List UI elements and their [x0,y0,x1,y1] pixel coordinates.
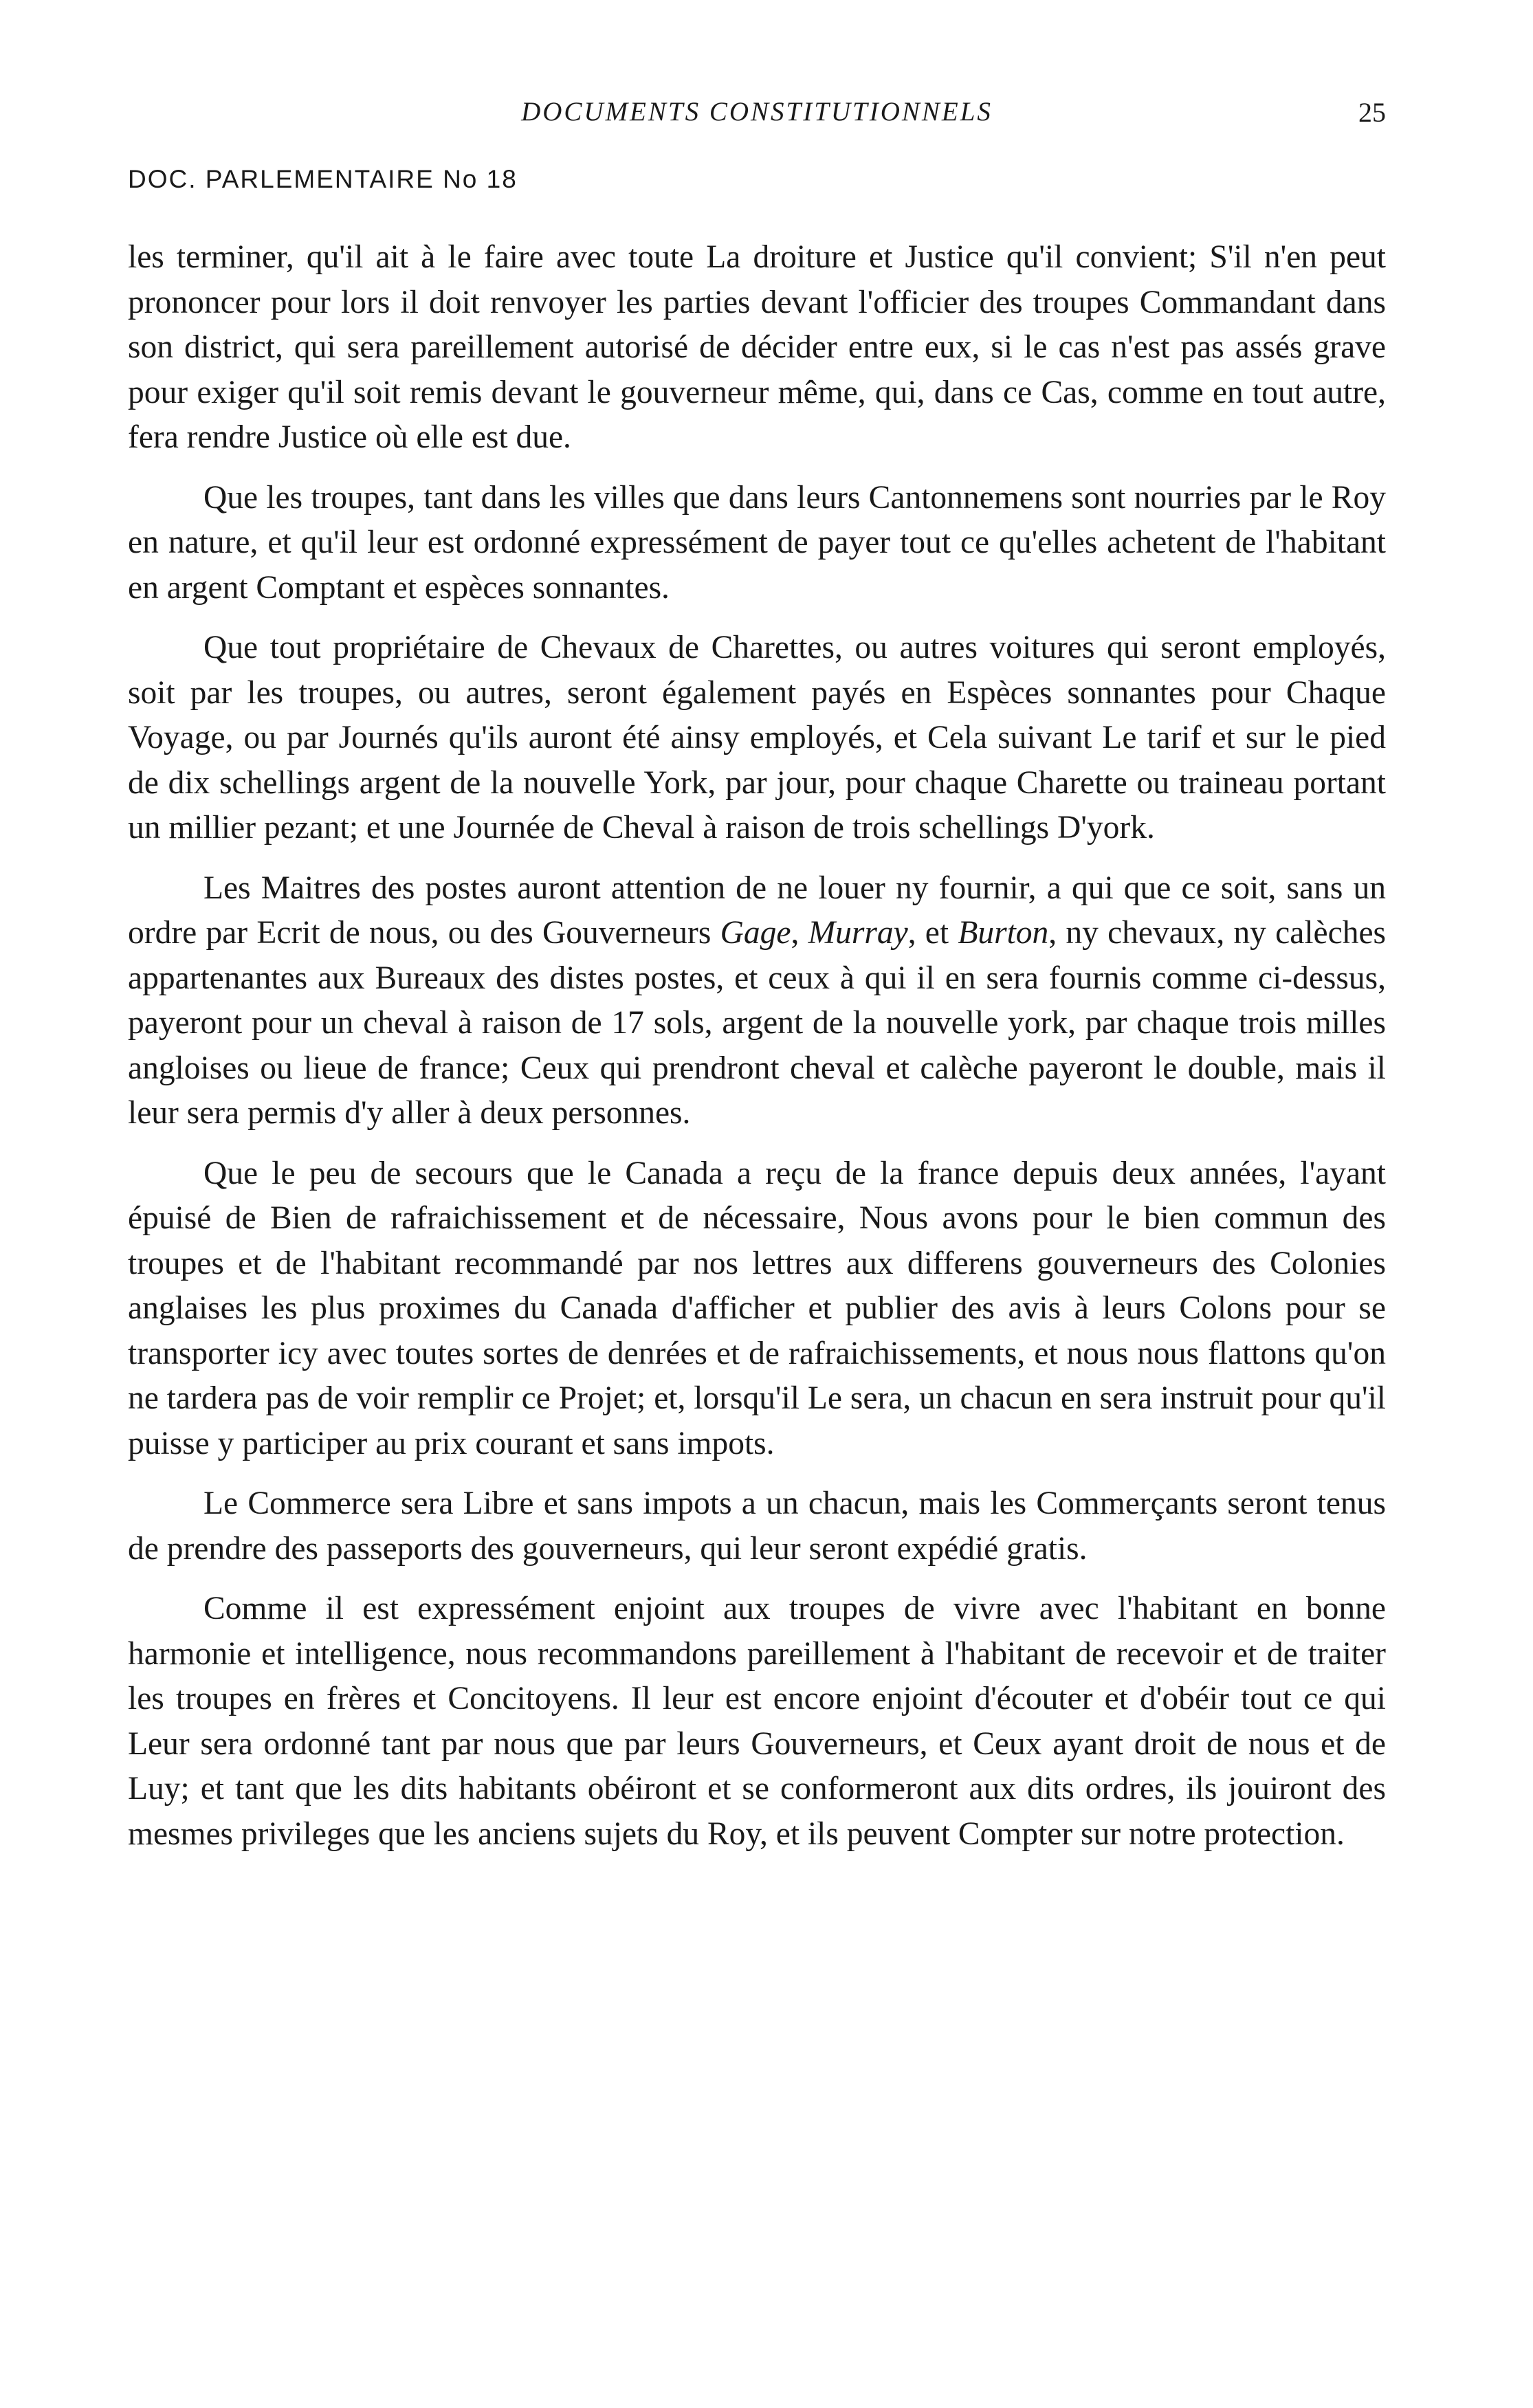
paragraph-harmonie: Comme il est expressément enjoint aux troupes de vivre avec l'habitant en bonne harmonie et intelligence, nous recommandons pareillement à l'habitant de recevoir et de traiter les troupes en frères et Concitoyens. Il leur est encore enjoint d'écouter et d'obéir tout ce qui Leur sera ordonné tant par nous que par leurs Gouverneurs, et Ceux ayant droit de nous et de Luy; et tant que les dits habitants obéiront et se conformeront aux dits ordres, ils jouiront des mesmes privileges que les anciens sujets du Roy, et ils peuvent Compter sur notre protection. [128,1591,1386,1852]
paragraph-chevaux: Que tout propriétaire de Chevaux de Charettes, ou autres voitures qui seront employés, soit par les troupes, ou autres, seront également payés en Espèces sonnantes pour Chaque Voyage, ou par Journés qu'ils auront été ainsy employés, et Cela suivant Le tarif et sur le pied de dix schellings argent de la nouvelle York, par jour, pour chaque Charette ou traineau portant un millier pezant; et une Journée de Cheval à raison de trois schellings D'york. [128,630,1386,846]
governor-name-murray: Murray [808,915,908,951]
page-number: 25 [1358,97,1386,128]
paragraph-troupes: Que les troupes, tant dans les villes que dans leurs Cantonnemens sont nourries par le Roy en nature, et qu'il leur est ordonné expressément de payer tout ce qu'elles achetent de l'habitant en argent Comptant et espèces sonnantes. [128,479,1386,606]
paragraph-commerce: Le Commerce sera Libre et sans impots a un chacun, mais les Commerçants seront tenus de prendre des passeports des gouverneurs, qui leur seront expédié gratis. [128,1485,1386,1567]
running-header [128,96,1386,137]
body-text [128,235,1386,1872]
running-title: DOCUMENTS CONSTITUTIONNELS [521,97,993,126]
paragraph-secours: Que le peu de secours que le Canada a reçu de la france depuis deux années, l'ayant épuisé de Bien de rafraichissement et de nécessaire, Nous avons pour le bien commun des troupes et de l'habitant recommandé par nos lettres aux differens gouverneurs des Colonies anglaises les plus proximes du Canada d'afficher et publier des avis à leurs Colons pour se transporter icy avec toutes sortes de denrées et de rafraichissements, et nous nous flattons qu'on ne tardera pas de voir remplir ce Projet; et, lorsqu'il Le sera, un chacun en sera instruit pour qu'il puisse y participer au prix courant et sans impots. [128,1155,1386,1461]
separator: , et [907,915,958,951]
document-label: DOC. PARLEMENTAIRE No 18 [128,165,518,193]
paragraph-maitres-des-postes [128,866,1386,1136]
governor-name-gage: Gage [720,915,791,951]
governor-name-burton: Burton [958,915,1049,951]
paragraph-continuation: les terminer, qu'il ait à le faire avec toute La droiture et Justice qu'il convient; S'il n'en peut prononcer pour lors il doit renvoyer les parties devant l'officier des troupes Commandant dans son district, qui sera pareillement autorisé de décider entre eux, si le cas n'est pas assés grave pour exiger qu'il soit remis devant le gouverneur même, qui, dans ce Cas, comme en tout autre, fera rendre Justice où elle est due. [128,239,1386,455]
paragraph-text: , ny chevaux, ny calèches appartenantes aux Bureaux des distes postes, et ceux à qui il en sera fournis comme ci-dessus, payeront pour un cheval à raison de 17 sols, argent de la nouvelle york, par chaque trois milles angloises ou lieue de france; Ceux qui prendront cheval et calèche payeront le double, mais il leur sera permis d'y aller à deux personnes. [128,915,1387,1131]
paragraph-text: Les Maitres des postes auront attention de ne louer ny fournir, a qui que ce soit, sans un ordre par Ecrit de nous, ou des Gouverneurs [128,870,1386,951]
separator: , [791,915,808,951]
